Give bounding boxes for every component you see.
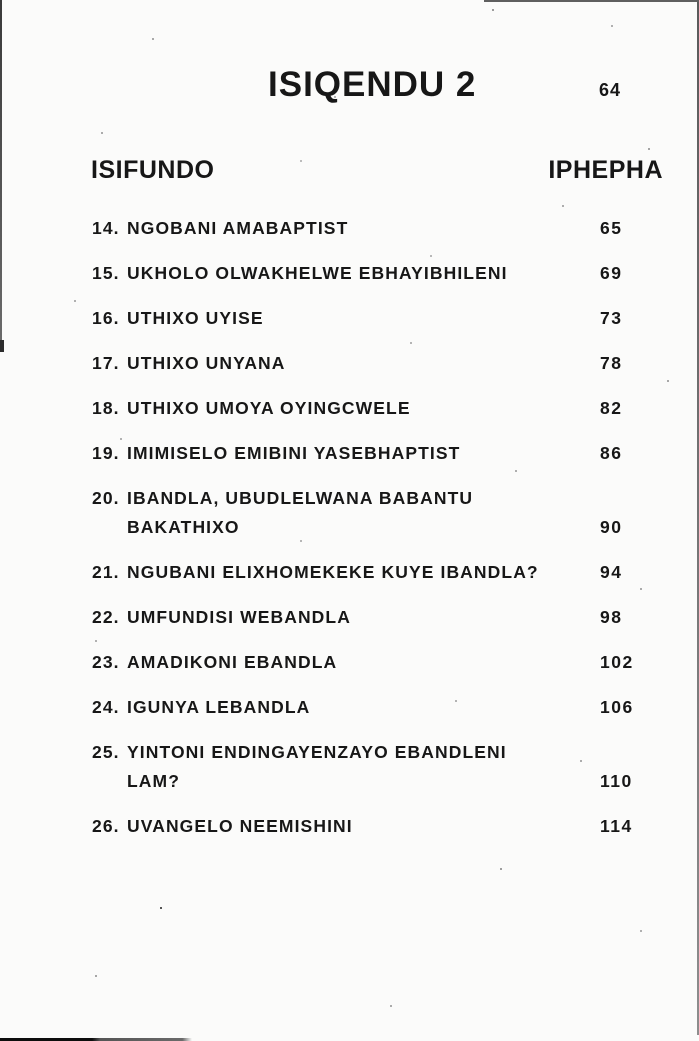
toc-item xyxy=(92,349,699,378)
toc-item xyxy=(92,484,699,542)
toc-item-number: 23. xyxy=(92,652,120,672)
chapter-title: ISIQENDU 2 xyxy=(268,65,477,104)
scan-border-left-mark xyxy=(0,340,4,352)
toc-item xyxy=(92,693,699,722)
toc-item-number: 26. xyxy=(92,816,120,836)
toc-item-page-number: 78 xyxy=(600,353,623,373)
toc-item-number: 20. xyxy=(92,488,120,508)
toc-item xyxy=(92,558,699,587)
toc-item-title: UTHIXO UMOYA OYINGCWELE xyxy=(127,398,411,418)
toc-item-title: IBANDLA, UBUDLELWANA BABANTU xyxy=(127,488,474,508)
toc-item-page-number: 73 xyxy=(600,308,623,328)
chapter-page-number: 64 xyxy=(599,80,622,100)
toc-item xyxy=(92,304,699,333)
scan-noise-specks xyxy=(0,0,2,2)
toc-item-title: UVANGELO NEEMISHINI xyxy=(127,816,353,836)
toc-item-number: 24. xyxy=(92,697,120,717)
toc-item-page-number: 82 xyxy=(600,398,623,418)
toc-item-number: 21. xyxy=(92,562,120,582)
toc-item-page-number: 114 xyxy=(600,816,633,836)
toc-item-page-number: 69 xyxy=(600,263,623,283)
toc-item-page-number: 94 xyxy=(600,562,623,582)
toc-item-title: UMFUNDISI WEBANDLA xyxy=(127,607,351,627)
toc-item xyxy=(92,394,699,423)
toc-item-title: AMADIKONI EBANDLA xyxy=(127,652,338,672)
toc-item-number: 25. xyxy=(92,742,120,762)
toc-item-page-number: 98 xyxy=(600,607,623,627)
column-header-page: IPHEPHA xyxy=(548,156,663,184)
toc-item xyxy=(92,738,699,796)
toc-item xyxy=(92,648,699,677)
toc-item-title: IMIMISELO EMIBINI YASEBHAPTIST xyxy=(127,443,461,463)
toc-item-page-number: 110 xyxy=(600,771,633,791)
toc-item-title: NGUBANI ELIXHOMEKEKE KUYE IBANDLA? xyxy=(127,562,539,582)
toc-item-number: 18. xyxy=(92,398,120,418)
toc-item-title-line2: BAKATHIXO xyxy=(127,517,240,537)
toc-item xyxy=(92,439,699,468)
toc-item-number: 14. xyxy=(92,218,120,238)
toc-item xyxy=(92,812,699,841)
toc-item-title: YINTONI ENDINGAYENZAYO EBANDLENI xyxy=(127,742,507,762)
toc-item-title: UTHIXO UYISE xyxy=(127,308,264,328)
toc-item-page-number: 65 xyxy=(600,218,623,238)
toc-item-number: 22. xyxy=(92,607,120,627)
toc-item-number: 17. xyxy=(92,353,120,373)
column-header-lesson: ISIFUNDO xyxy=(91,156,215,184)
toc-item-number: 16. xyxy=(92,308,120,328)
toc-item-title: IGUNYA LEBANDLA xyxy=(127,697,311,717)
toc-item-page-number: 102 xyxy=(600,652,634,672)
toc-item-title: UKHOLO OLWAKHELWE EBHAYIBHILENI xyxy=(127,263,508,283)
toc-item-title: NGOBANI AMABAPTIST xyxy=(127,218,349,238)
column-headers xyxy=(91,155,663,185)
toc-item xyxy=(92,214,699,243)
toc-item xyxy=(92,259,699,288)
toc-item-page-number: 106 xyxy=(600,697,634,717)
toc-item-number: 15. xyxy=(92,263,120,283)
toc-item-title-line2: LAM? xyxy=(127,771,180,791)
scan-border-left xyxy=(0,0,2,340)
toc-item xyxy=(92,603,699,632)
scan-border-top xyxy=(484,0,699,2)
toc-item-page-number: 86 xyxy=(600,443,623,463)
toc-item-number: 19. xyxy=(92,443,120,463)
toc-item-title: UTHIXO UNYANA xyxy=(127,353,286,373)
table-of-contents xyxy=(92,214,699,857)
toc-item-page-number: 90 xyxy=(600,517,623,537)
